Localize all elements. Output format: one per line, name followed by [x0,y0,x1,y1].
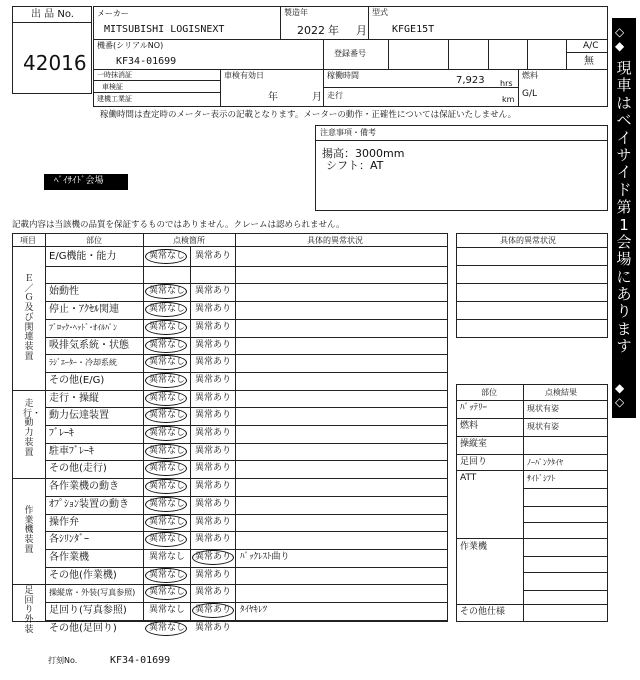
model-value: KFGE15T [392,24,435,35]
month-unit: 月 [356,24,367,37]
lot-label: 出 品 No. [31,9,74,20]
notes-label: 注意事項・備考 [320,128,376,137]
row-ok-option: 異常なし [149,304,186,314]
results-part: ATT [460,473,477,483]
results-part: ﾊﾞｯﾃﾘｰ [460,403,488,413]
row-ok-option: 異常なし [149,357,186,367]
circle-ok-mark [145,568,187,583]
results-result-header: 点検結果 [545,388,577,397]
row-part-label: 動力伝達装置 [49,410,109,421]
row-ok-option: 異常なし [149,410,186,420]
circle-ok-mark [145,338,187,353]
row-ok-option: 異常なし [149,534,186,544]
row-ng-option: 異常あり [195,605,232,615]
row-ok-option: 異常なし [149,428,186,438]
notes-line2: シフト：AT [326,159,384,172]
row-ok-option: 異常なし [149,446,186,456]
row-ng-option: 異常あり [195,446,232,456]
year-label: 製造年 [284,8,308,17]
hours-unit: hrs [500,79,513,88]
ac-value: 無 [584,56,594,67]
results-value: 現状有姿 [527,404,559,413]
right-results-box [456,384,608,622]
results-value: 現状有姿 [527,422,559,431]
circle-ok-mark [145,284,187,299]
row-ok-option: 異常なし [149,623,186,633]
right-detail-header: 具体的異常状況 [500,236,556,245]
side-banner-top-marks: ◇ ◆ [615,25,625,54]
venue-tag [44,174,128,190]
row-part-label: 各作業機の動き [49,481,119,492]
row-detail: ﾀｲﾔｷﾚﾂ [240,605,268,615]
maker-label: メーカー [97,9,129,18]
row-ng-option: 異常あり [195,393,232,403]
row-part-label: 駐車ﾌﾞﾚｰｷ [49,446,94,457]
row-ng-option: 異常あり [195,499,232,509]
inspection-month-unit: 月 [312,92,322,103]
row-ng-option: 異常あり [195,357,232,367]
table-row [45,283,448,301]
col-part-header: 部位 [86,236,102,245]
row-part-label: その他(走行) [49,463,107,474]
row-part-label: E/G機能・能力 [49,251,117,262]
row-part-label: 走行・操縦 [49,393,99,404]
stamp-value: KF34-01699 [110,655,171,666]
row-ng-option: 異常あり [195,481,232,491]
col-item-header: 項目 [20,236,36,245]
year-unit: 年 [328,24,339,37]
row-part-label: その他(作業機) [49,570,117,581]
lot-number: 42016 [23,51,87,75]
row-ng-option: 異常あり [195,304,232,314]
table-row [45,266,448,284]
results-part-header: 部位 [481,388,497,397]
results-value: ﾉｰﾊﾟﾝｸﾀｲﾔ [527,458,563,467]
circle-ok-mark [145,532,187,547]
row-ng-option: 異常あり [195,587,232,597]
registration-label: 登録番号 [334,49,366,58]
results-part: 燃料 [460,421,479,431]
circle-ok-mark [145,408,187,423]
table-row [45,531,448,549]
row-ok-option: 異常なし [149,570,186,580]
hours-note: 稼働時間は査定時のメーター表示の記載となります。メーターの動作・正確性については保証いたしません。 [100,110,517,120]
table-row [45,425,448,443]
circle-ok-mark [145,479,187,494]
results-part: 操縦室 [460,439,488,449]
hours-label: 稼働時間 [327,71,359,80]
stamp-label: 打刻No. [48,656,78,665]
row-part-label: 操縦席・外装(写真参照) [49,588,136,597]
cert-vehicle-inspection: 車検証 [102,83,123,91]
circle-ok-mark [145,585,187,600]
circle-ok-mark [145,426,187,441]
circle-ok-mark [145,355,187,370]
row-part-label: 停止・ｱｸｾﾙ関連 [49,304,119,315]
circle-ok-mark [145,461,187,476]
circle-ng-mark [192,550,234,565]
circle-ok-mark [145,497,187,512]
inspection-year-unit: 年 [268,92,278,103]
row-ng-option: 異常あり [195,428,232,438]
row-part-label: ﾗｼﾞｴｰﾀｰ・冷却系統 [49,358,117,367]
ac-label: A/C [583,41,599,51]
row-ok-option: 異常なし [149,286,186,296]
row-part-label: その他(足回り) [49,623,117,634]
table-row [45,390,448,408]
venue-tag-text: ﾍﾞｲｻｲﾄﾞ会場 [54,176,104,186]
circle-ok-mark [145,515,187,530]
row-ng-option: 異常あり [195,251,232,261]
results-part: その他仕様 [460,607,506,617]
travel-label: 走行 [327,91,343,100]
results-value: ｻｲﾄﾞｼﾌﾄ [527,474,555,483]
table-row [45,443,448,461]
row-ok-option: 異常なし [149,340,186,350]
fuel-value: G/L [522,89,538,99]
row-ok-option: 異常なし [149,517,186,527]
row-ok-option: 異常なし [149,587,186,597]
row-part-label: その他(E/G) [49,375,105,386]
row-ok-option: 異常なし [149,251,186,261]
row-ok-option: 異常なし [149,393,186,403]
row-ok-option: 異常なし [149,322,186,332]
row-part-label: 各ｼﾘﾝﾀﾞｰ [49,534,89,545]
group-label: 走行・動力装置 [23,399,42,458]
right-detail-box [456,233,608,338]
row-ng-option: 異常あり [195,570,232,580]
circle-ok-mark [145,320,187,335]
results-part: 作業機 [460,542,488,552]
results-part: 足回り [460,457,488,467]
row-ok-option: 異常なし [149,499,186,509]
fuel-label: 燃料 [522,71,538,80]
disclaimer: 記載内容は当該機の品質を保証するものではありません。クレームは認められません。 [12,220,345,230]
inspection-valid-label: 車検有効日 [224,71,264,80]
row-ng-option: 異常あり [195,517,232,527]
serial-value: KF34-01699 [116,56,177,67]
row-ok-option: 異常なし [149,375,186,385]
row-ng-option: 異常あり [195,322,232,332]
maker-value: MITSUBISHI LOGISNEXT [104,24,225,35]
row-part-label: ﾌﾞﾛｯｸ･ﾍｯﾄﾞ･ｵｲﾙﾊﾟﾝ [49,323,117,332]
row-part-label: 操作弁 [49,517,79,528]
row-ng-option: 異常あり [195,340,232,350]
year-value: 2022 [297,24,325,37]
circle-ok-mark [145,302,187,317]
hours-value: 7,923 [456,75,485,86]
notes-line1: 揚高：3000mm [322,147,405,160]
row-ng-option: 異常あり [195,552,232,562]
row-part-label: 吸排気系統・状態 [49,340,129,351]
row-part-label: 各作業機 [49,552,89,563]
row-part-label: 始動性 [49,286,79,297]
circle-ok-mark [145,249,187,264]
side-banner-bottom-marks: ◆ ◇ [615,381,625,410]
row-part-label: 足回り(写真参照) [49,605,127,616]
row-ng-option: 異常あり [195,375,232,385]
row-detail: ﾊﾞｯｸﾚｽﾄ曲り [240,552,290,562]
row-ok-option: 異常なし [149,605,186,615]
circle-ok-mark [145,444,187,459]
row-ng-option: 異常あり [195,534,232,544]
row-part-label: ｵﾌﾟｼｮﾝ装置の動き [49,499,129,510]
cert-temp-deregistration: 一時抹消証 [97,71,132,79]
serial-label: 機番(シリアルNO) [97,41,164,50]
side-banner-text: 現車はベイサイド第1会場にあります [616,59,632,356]
row-part-label: ﾌﾞﾚｰｷ [49,428,74,439]
col-check-header: 点検箇所 [173,236,205,245]
group-label: 足回り外装 [24,586,34,635]
group-label: 作業機装置 [24,506,34,555]
row-ng-option: 異常あり [195,286,232,296]
row-ng-option: 異常あり [195,623,232,633]
row-ok-option: 異常なし [149,463,186,473]
circle-ok-mark [145,373,187,388]
row-ok-option: 異常なし [149,552,186,562]
cert-construction: 建機工業証 [97,95,132,103]
col-detail-header: 具体的異常状況 [307,236,363,245]
circle-ok-mark [145,621,187,636]
travel-unit: km [502,95,515,104]
table-row [45,372,448,390]
row-ok-option: 異常なし [149,481,186,491]
table-row [45,514,448,532]
row-ng-option: 異常あり [195,410,232,420]
group-label: Ｅ／Ｇ及び関連装置 [24,274,34,362]
row-ng-option: 異常あり [195,463,232,473]
circle-ok-mark [145,391,187,406]
circle-ng-mark [192,603,234,618]
model-label: 型式 [372,8,388,17]
